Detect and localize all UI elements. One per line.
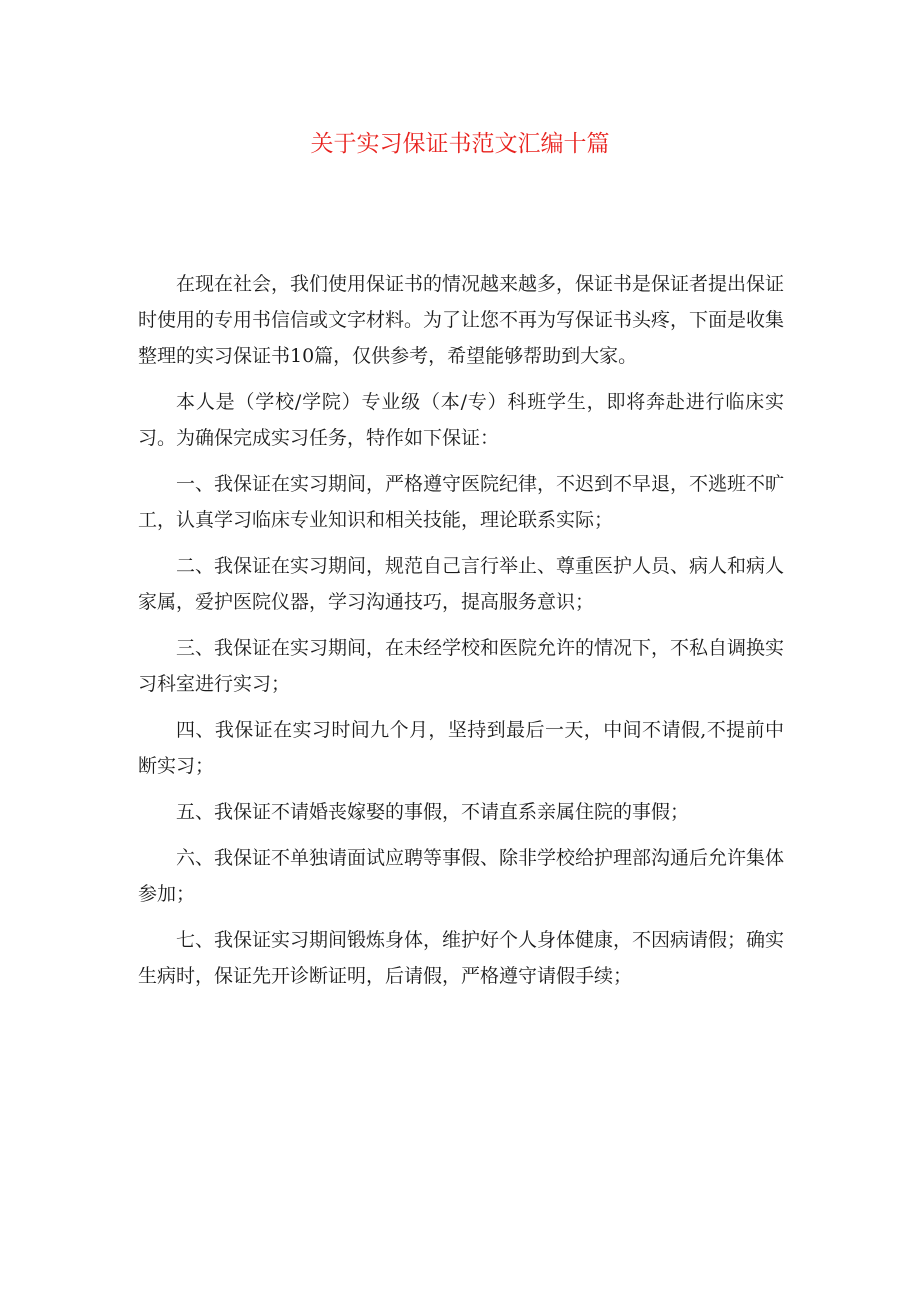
document-body — [138, 266, 784, 1004]
paragraph-pledge-3: 三、我保证在实习期间，在未经学校和医院允许的情况下，不私自调换实习科室进行实习； — [138, 637, 785, 695]
paragraph-pledge-5: 五、我保证不请婚丧嫁娶的事假，不请直系亲属住院的事假； — [176, 801, 690, 823]
paragraph-pledge-1: 一、我保证在实习期间，严格遵守医院纪律，不迟到不早退，不逃班不旷工，认真学习临床专业知识和相关技能，理论联系实际； — [138, 473, 785, 531]
paragraph-self-introduction: 本人是（学校/学院）专业级（本/专）科班学生，即将奔赴进行临床实习。为确保完成实习任务，特作如下保证： — [138, 391, 784, 449]
paragraph-pledge-2: 二、我保证在实习期间，规范自己言行举止、尊重医护人员、病人和病人家属，爱护医院仪器，学习沟通技巧，提高服务意识； — [138, 555, 785, 613]
paragraph-pledge-7: 七、我保证实习期间锻炼身体，维护好个人身体健康，不因病请假；确实生病时，保证先开诊断证明，后请假，严格遵守请假手续； — [138, 929, 785, 987]
paragraph-pledge-6: 六、我保证不单独请面试应聘等事假、除非学校给护理部沟通后允许集体参加； — [138, 847, 785, 905]
paragraph-pledge-4: 四、我保证在实习时间九个月，坚持到最后一天，中间不请假,不提前中断实习； — [138, 719, 784, 777]
document-title: 关于实习保证书范文汇编十篇 — [310, 131, 610, 157]
paragraph-intro: 在现在社会，我们使用保证书的情况越来越多，保证书是保证者提出保证时使用的专用书信信或文字材料。为了让您不再为写保证书头疼，下面是收集整理的实习保证书10篇，仅供参考，希望能够帮助到大家。 — [138, 273, 785, 367]
